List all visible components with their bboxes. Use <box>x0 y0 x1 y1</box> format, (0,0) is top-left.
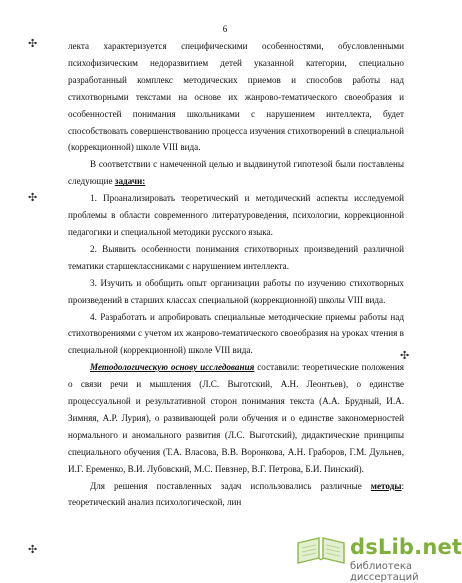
margin-mark-icon: ✣ <box>28 191 38 204</box>
margin-mark-icon: ✣ <box>400 349 410 362</box>
paragraph-hypothesis: лекта характеризуется специфическими особенностями, обусловленными психофизическим недоразвитием детей указанной категории, специально разработанный комплекс методических приемов и способов работы над стихотворными текстами на основе их жанрово-тематического своеобразия и особенностей понимания школьниками с нарушением интеллекта, будет способствовать совершенствованию процесса изучения стихотворений в специальной (коррекционной) школе VIII вида. <box>68 41 404 153</box>
watermark <box>294 533 462 583</box>
book-logo-icon <box>294 533 348 569</box>
methodology-heading: Методологическую основу исследования <box>90 362 255 373</box>
methods-heading: методы <box>370 480 402 491</box>
methods-intro-text: Для решения поставленных задач использовались различные <box>90 480 362 491</box>
watermark-brand: dsLib.net <box>350 535 462 559</box>
watermark-subtitle: библиотека диссертаций <box>350 561 419 583</box>
methodology-text: составили: теоретические положения о связи речи и мышления (Л.С. Выготский, А.Н. Леонтьев), о единстве процессуальной и результативной сторон понимания текста (А.А. Брудный, И.А. Зимняя, А.Р. Лурия), о развивающей роли обучения и о единстве закономерностей нормального и аномального развития (Л.С. Выготский), дидактические принципы специального обучения (Т.А. Власова, В.В. Воронкова, А.Н. Граборов, Г.М. Дульнев, И.Г. Еременко, В.И. Лубовский, М.С. Певзнер, В.Г. Петрова, Б.И. Пинский). <box>68 362 405 474</box>
margin-mark-icon: ✣ <box>28 543 38 556</box>
page-number: 6 <box>222 24 228 34</box>
margin-mark-icon: ✣ <box>28 37 38 50</box>
task-item: 1. Проанализировать теоретический и методический аспекты исследуемой проблемы в области современного литературоведения, психологии, коррекционной педагогики и специальной методики русского языка. <box>68 193 404 237</box>
paragraph-methodology <box>68 359 404 477</box>
task-item: 2. Выявить особенности понимания стихотворных произведений различной тематики старшеклассниками с нарушением интеллекта. <box>68 243 404 271</box>
task-item: 3. Изучить и обобщить опыт организации работы по изучению стихотворных произведений в старших классах специальной (коррекционной) школы VIII вида. <box>68 277 404 305</box>
paragraph-methods <box>68 478 404 512</box>
tasks-intro-text: В соответствии с намеченной целью и выдвинутой гипотезой были поставлены следующие <box>68 159 404 187</box>
methods-tail-text: : теоретический анализ психологической, лин <box>68 480 404 508</box>
paragraph-tasks-intro <box>68 156 404 190</box>
document-body <box>68 38 404 511</box>
tasks-heading: задачи: <box>114 176 146 187</box>
task-item: 4. Разработать и апробировать специальные методические приемы работы над стихотворениями с учетом их жанрово-тематического своеобразия на уроках чтения в специальной (коррекционной) школе VIII вида. <box>68 311 404 356</box>
